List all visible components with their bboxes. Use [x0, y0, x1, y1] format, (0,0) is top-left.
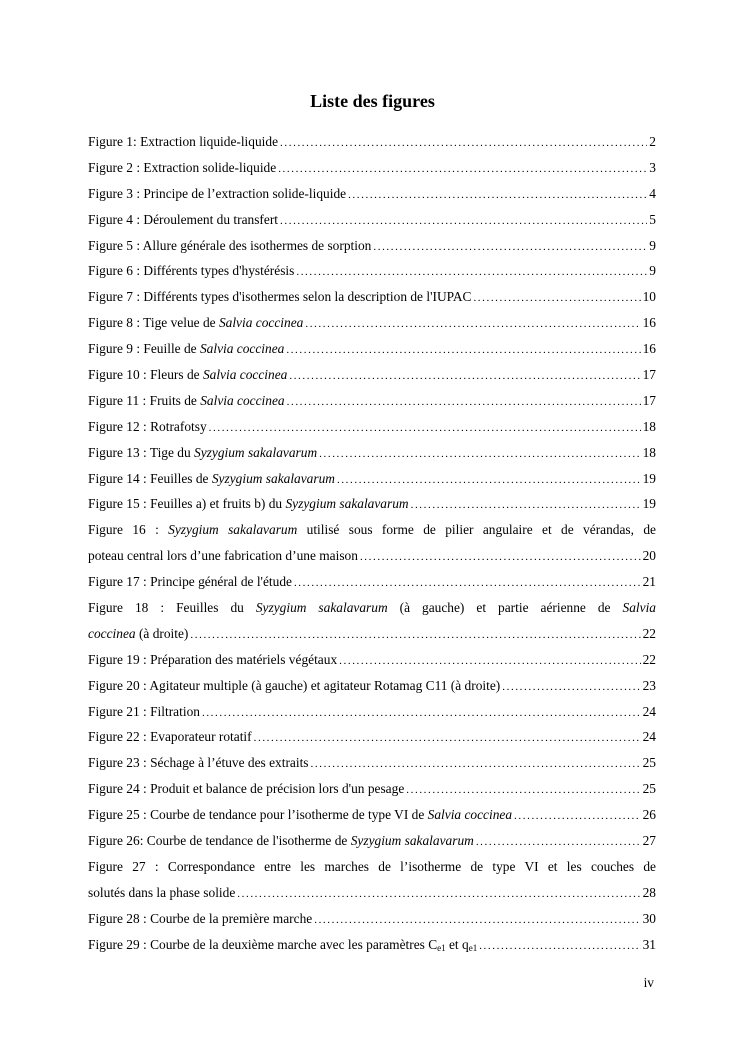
toc-entry-line[interactable]: [88, 543, 656, 569]
toc-page-number: 26: [642, 807, 656, 823]
toc-entry-line[interactable]: [88, 854, 656, 880]
toc-entry-text: Figure 7 : Différents types d'isothermes selon la description de l'IUPAC: [88, 289, 472, 305]
toc-entry-text: Figure 18 : Feuilles du Syzygium sakalavarum (à gauche) et partie aérienne de Salvia: [88, 600, 656, 616]
toc-entry-line[interactable]: [88, 828, 656, 854]
toc-entry-line[interactable]: [88, 595, 656, 621]
toc-entry-line[interactable]: [88, 699, 656, 725]
toc-entry-text: Figure 28 : Courbe de la première marche: [88, 910, 313, 926]
toc-page-number: 18: [642, 444, 656, 460]
toc-entry-line[interactable]: [88, 724, 656, 750]
toc-entry-line[interactable]: [88, 129, 656, 155]
dot-leader: [476, 830, 641, 856]
toc-page-number: 19: [642, 470, 656, 486]
toc-entry-line[interactable]: [88, 362, 656, 388]
toc-entry-line[interactable]: [88, 258, 656, 284]
toc-entry-text: Figure 26: Courbe de tendance de l'isotherme de Syzygium sakalavarum: [88, 833, 474, 849]
toc-entry-line[interactable]: [88, 284, 656, 310]
toc-page-number: 9: [649, 237, 656, 253]
toc-entry-line[interactable]: [88, 233, 656, 259]
toc-entry-text: Figure 22 : Evaporateur rotatif: [88, 729, 252, 745]
toc-entry-line[interactable]: [88, 207, 656, 233]
dot-leader: [278, 157, 647, 183]
toc-entry-text: Figure 2 : Extraction solide-liquide: [88, 159, 277, 175]
toc-page-number: 17: [642, 367, 656, 383]
dot-leader: [280, 209, 647, 235]
dot-leader: [502, 675, 640, 701]
dot-leader: [286, 338, 640, 364]
toc-entry-text: Figure 20 : Agitateur multiple (à gauche) et agitateur Rotamag C11 (à droite): [88, 677, 501, 693]
toc-entry-text: Figure 11 : Fruits de Salvia coccinea: [88, 392, 285, 408]
toc-page-number: 27: [642, 833, 656, 849]
toc-page-number: 30: [642, 910, 656, 926]
dot-leader: [280, 131, 647, 157]
toc-entry-text: Figure 27 : Correspondance entre les marches de l’isotherme de type VI et les couches de: [88, 858, 656, 874]
dot-leader: [305, 312, 640, 338]
toc-page-number: 18: [642, 418, 656, 434]
toc-page-number: 20: [642, 548, 656, 564]
toc-page-number: 24: [642, 729, 656, 745]
dot-leader: [202, 701, 641, 727]
dot-leader: [289, 364, 640, 390]
toc-entry-line[interactable]: [88, 517, 656, 543]
toc-page-number: 28: [642, 884, 656, 900]
toc-entry-text: Figure 29 : Courbe de la deuxième marche avec les paramètres $C_{e1}$ et $q_{e1}$: [88, 936, 478, 953]
toc-entry-text: Figure 12 : Rotrafotsy: [88, 418, 207, 434]
toc-entry-text: Figure 1: Extraction liquide-liquide: [88, 134, 279, 149]
toc-page-number: 17: [642, 392, 656, 408]
dot-leader: [237, 882, 640, 908]
page-number: iv: [643, 975, 654, 990]
page-title: Liste des figures: [310, 91, 435, 111]
toc-page-number: 9: [649, 263, 656, 279]
toc-entry-text: coccinea (à droite): [88, 625, 189, 641]
toc-entry-text: Figure 10 : Fleurs de Salvia coccinea: [88, 367, 288, 383]
toc-entry-text: Figure 3 : Principe de l’extraction solide-liquide: [88, 185, 347, 201]
toc-entry-text: Figure 13 : Tige du Syzygium sakalavarum: [88, 444, 318, 460]
toc-entry-line[interactable]: [88, 569, 656, 595]
toc-page-number: 10: [642, 289, 656, 305]
toc-entry-text: Figure 16 : Syzygium sakalavarum utilisé sous forme de pilier angulaire et de vérandas, de: [88, 522, 656, 538]
toc-entry-text: Figure 25 : Courbe de tendance pour l’isotherme de type VI de Salvia coccinea: [88, 807, 513, 823]
dot-leader: [294, 571, 641, 597]
dot-leader: [209, 416, 641, 442]
toc-entry-text: poteau central lors d’une fabrication d’une maison: [88, 548, 358, 564]
toc-entry-line[interactable]: [88, 388, 656, 414]
dot-leader: [473, 286, 640, 312]
dot-leader: [254, 726, 641, 752]
dot-leader: [360, 545, 641, 571]
dot-leader: [314, 908, 640, 934]
dot-leader: [287, 390, 641, 416]
dot-leader: [406, 778, 640, 804]
toc-page-number: 4: [649, 185, 656, 201]
toc-entry-line[interactable]: [88, 802, 656, 828]
toc-page-number: 16: [642, 315, 656, 331]
toc-entry-line[interactable]: [88, 621, 656, 647]
toc-page-number: 22: [642, 625, 656, 641]
dot-leader: [479, 934, 640, 960]
toc-entry-line[interactable]: [88, 932, 656, 958]
dot-leader: [348, 183, 647, 209]
toc-page-number: 5: [649, 211, 656, 227]
dot-leader: [373, 235, 647, 261]
toc-entry-line[interactable]: [88, 181, 656, 207]
toc-entry-text: Figure 6 : Différents types d'hystérésis: [88, 263, 295, 279]
toc-page-number: 16: [642, 341, 656, 357]
toc-page-number: 25: [642, 755, 656, 771]
toc-entry-text: Figure 21 : Filtration: [88, 703, 200, 719]
dot-leader: [190, 623, 640, 649]
dot-leader: [319, 442, 640, 468]
toc-entry-text: Figure 8 : Tige velue de Salvia coccinea: [88, 315, 304, 331]
toc-page-number: 2: [649, 134, 656, 149]
toc-page-number: 21: [642, 574, 656, 590]
toc-entry-text: solutés dans la phase solide: [88, 884, 236, 900]
list-of-figures: [88, 129, 656, 958]
toc-entry-line[interactable]: [88, 336, 656, 362]
dot-leader: [514, 804, 641, 830]
dot-leader: [337, 468, 641, 494]
dot-leader: [339, 649, 640, 675]
toc-entry-text: Figure 15 : Feuilles a) et fruits b) du Syzygium sakalavarum: [88, 496, 409, 512]
toc-entry-line[interactable]: [88, 647, 656, 673]
toc-entry-text: Figure 17 : Principe général de l'étude: [88, 574, 292, 590]
toc-entry-line[interactable]: [88, 155, 656, 181]
toc-entry-text: Figure 4 : Déroulement du transfert: [88, 211, 279, 227]
dot-leader: [296, 260, 647, 286]
toc-entry-text: Figure 24 : Produit et balance de précision lors d'un pesage: [88, 781, 405, 797]
toc-entry-line[interactable]: [88, 414, 656, 440]
toc-page-number: 3: [649, 159, 656, 175]
toc-page-number: 25: [642, 781, 656, 797]
toc-entry-text: Figure 5 : Allure générale des isothermes de sorption: [88, 237, 372, 253]
toc-entry-line[interactable]: [88, 310, 656, 336]
toc-page-number: 19: [642, 496, 656, 512]
toc-entry-text: Figure 9 : Feuille de Salvia coccinea: [88, 341, 285, 357]
toc-entry-text: Figure 23 : Séchage à l’étuve des extraits: [88, 755, 309, 771]
toc-entry-line[interactable]: [88, 906, 656, 932]
dot-leader: [411, 493, 641, 519]
toc-entry-line[interactable]: [88, 880, 656, 906]
toc-entry-text: Figure 14 : Feuilles de Syzygium sakalavarum: [88, 470, 335, 486]
toc-page-number: 31: [642, 936, 656, 952]
toc-page-number: 22: [642, 651, 656, 667]
toc-entry-line[interactable]: [88, 466, 656, 492]
toc-entry-line[interactable]: [88, 491, 656, 517]
toc-entry-line[interactable]: [88, 440, 656, 466]
dot-leader: [311, 752, 641, 778]
toc-entry-line[interactable]: [88, 776, 656, 802]
toc-entry-line[interactable]: [88, 750, 656, 776]
toc-entry-line[interactable]: [88, 673, 656, 699]
toc-page-number: 24: [642, 703, 656, 719]
toc-entry-text: Figure 19 : Préparation des matériels végétaux: [88, 651, 338, 667]
toc-page-number: 23: [642, 677, 656, 693]
